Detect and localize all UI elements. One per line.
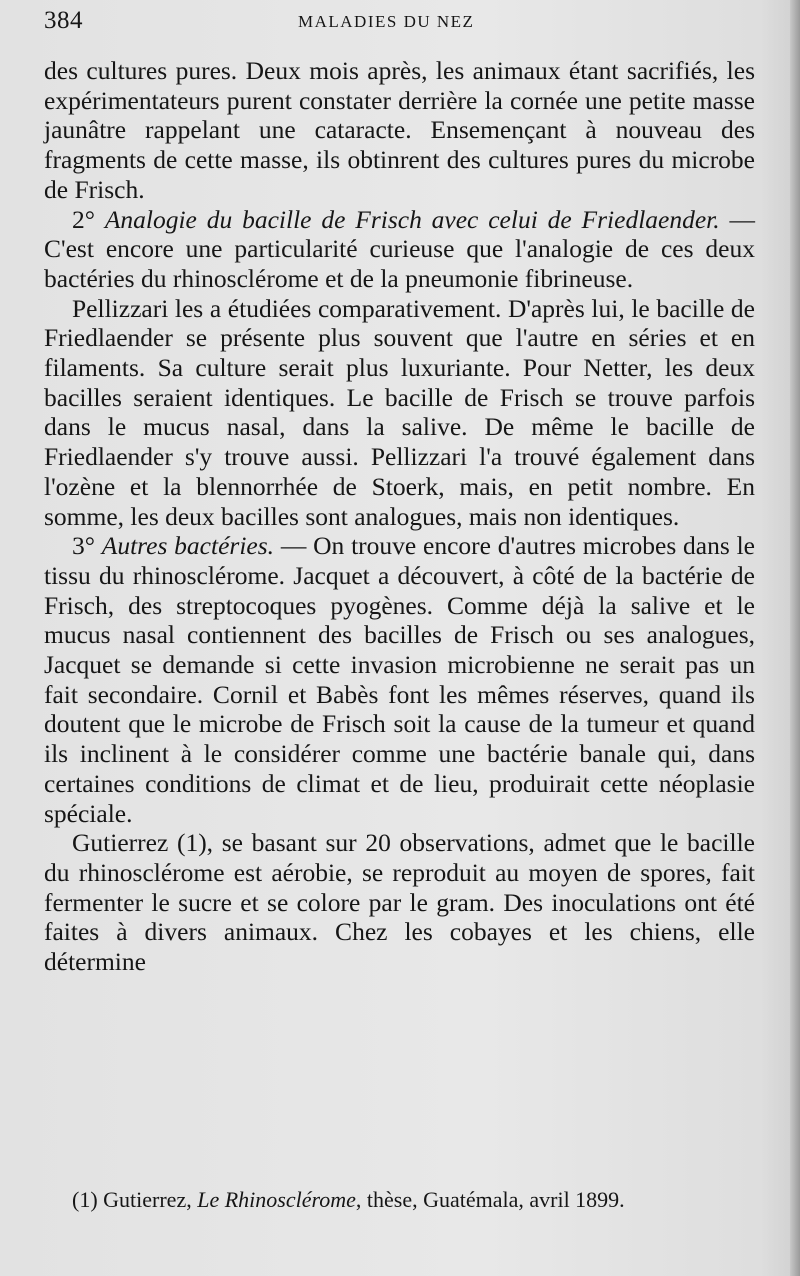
footnote-rest: , thèse, Guatémala, avril 1899. [355, 1187, 625, 1212]
page-gutter-shadow [790, 0, 800, 1276]
paragraph-autres-bacteries [44, 531, 755, 828]
footnote-marker: (1) Gutierrez, [72, 1187, 198, 1212]
section-number: 3° [72, 531, 95, 561]
paragraph-gutierrez: Gutierrez (1), se basant sur 20 observations, admet que le bacille du rhinosclérome est aérobie, se reproduit au moyen de spores, fait fermenter le sucre et se colore par le gram. Des inoculations ont été faites à divers animaux. Chez les cobayes et les chiens, elle détermine [44, 828, 755, 977]
section-heading-autres-bacteries: Autres bactéries. [101, 531, 275, 561]
footnote-text [44, 1186, 755, 1214]
paragraph-analogie-text: — C'est encore une particularité curieuse que l'analogie de ces deux bactéries du rhinosclérome et de la pneumonie fibrineuse. [44, 204, 756, 293]
page-number: 384 [44, 7, 83, 34]
running-head: MALADIES DU NEZ [298, 12, 475, 31]
paragraph-autres-bacteries-text: — On trouve encore d'autres microbes dans le tissu du rhinosclérome. Jacquet a découvert, à côté de la bactérie de Frisch, des streptocoques pyogènes. Comme déjà la salive et le mucus nasal contiennent des bacilles de Frisch ou ses analogues, Jacquet se demande si cette invasion microbienne ne serait pas un fait secondaire. Cornil et Babès font les mêmes réserves, quand ils doutent que le microbe de Frisch soit la cause de la tumeur et quand ils inclinent à le considérer comme une bactérie banale qui, dans certaines conditions de climat et de lieu, produirait cette néoplasie spéciale. [44, 531, 755, 828]
page-header [44, 6, 758, 36]
paragraph-cultures: des cultures pures. Deux mois après, les animaux étant sacrifiés, les expérimentateurs purent constater derrière la cornée une petite masse jaunâtre rappelant une cataracte. Ensemençant à nouveau des fragments de cette masse, ils obtinrent des cultures pures du microbe de Frisch. [44, 56, 755, 204]
footnote [44, 1186, 755, 1214]
paragraph-pellizzari: Pellizzari les a étudiées comparativement. D'après lui, le bacille de Friedlaender se présente plus souvent que l'autre en séries et en filaments. Sa culture serait plus luxuriante. Pour Netter, les deux bacilles seraient identiques. Le bacille de Frisch se trouve parfois dans le mucus nasal, dans la salive. De même le bacille de Friedlaender s'y trouve aussi. Pellizzari l'a trouvé également dans l'ozène et la blennorrhée de Stoerk, mais, en petit nombre. En somme, les deux bacilles sont analogues, mais non identiques. [44, 293, 755, 531]
section-number: 2° [72, 204, 95, 234]
body-text [44, 56, 755, 977]
footnote-title: Le Rhinosclérome [197, 1187, 356, 1212]
paragraph-analogie [44, 205, 755, 294]
section-heading-analogie: Analogie du bacille de Frisch avec celui de Friedlaender. [104, 204, 720, 234]
